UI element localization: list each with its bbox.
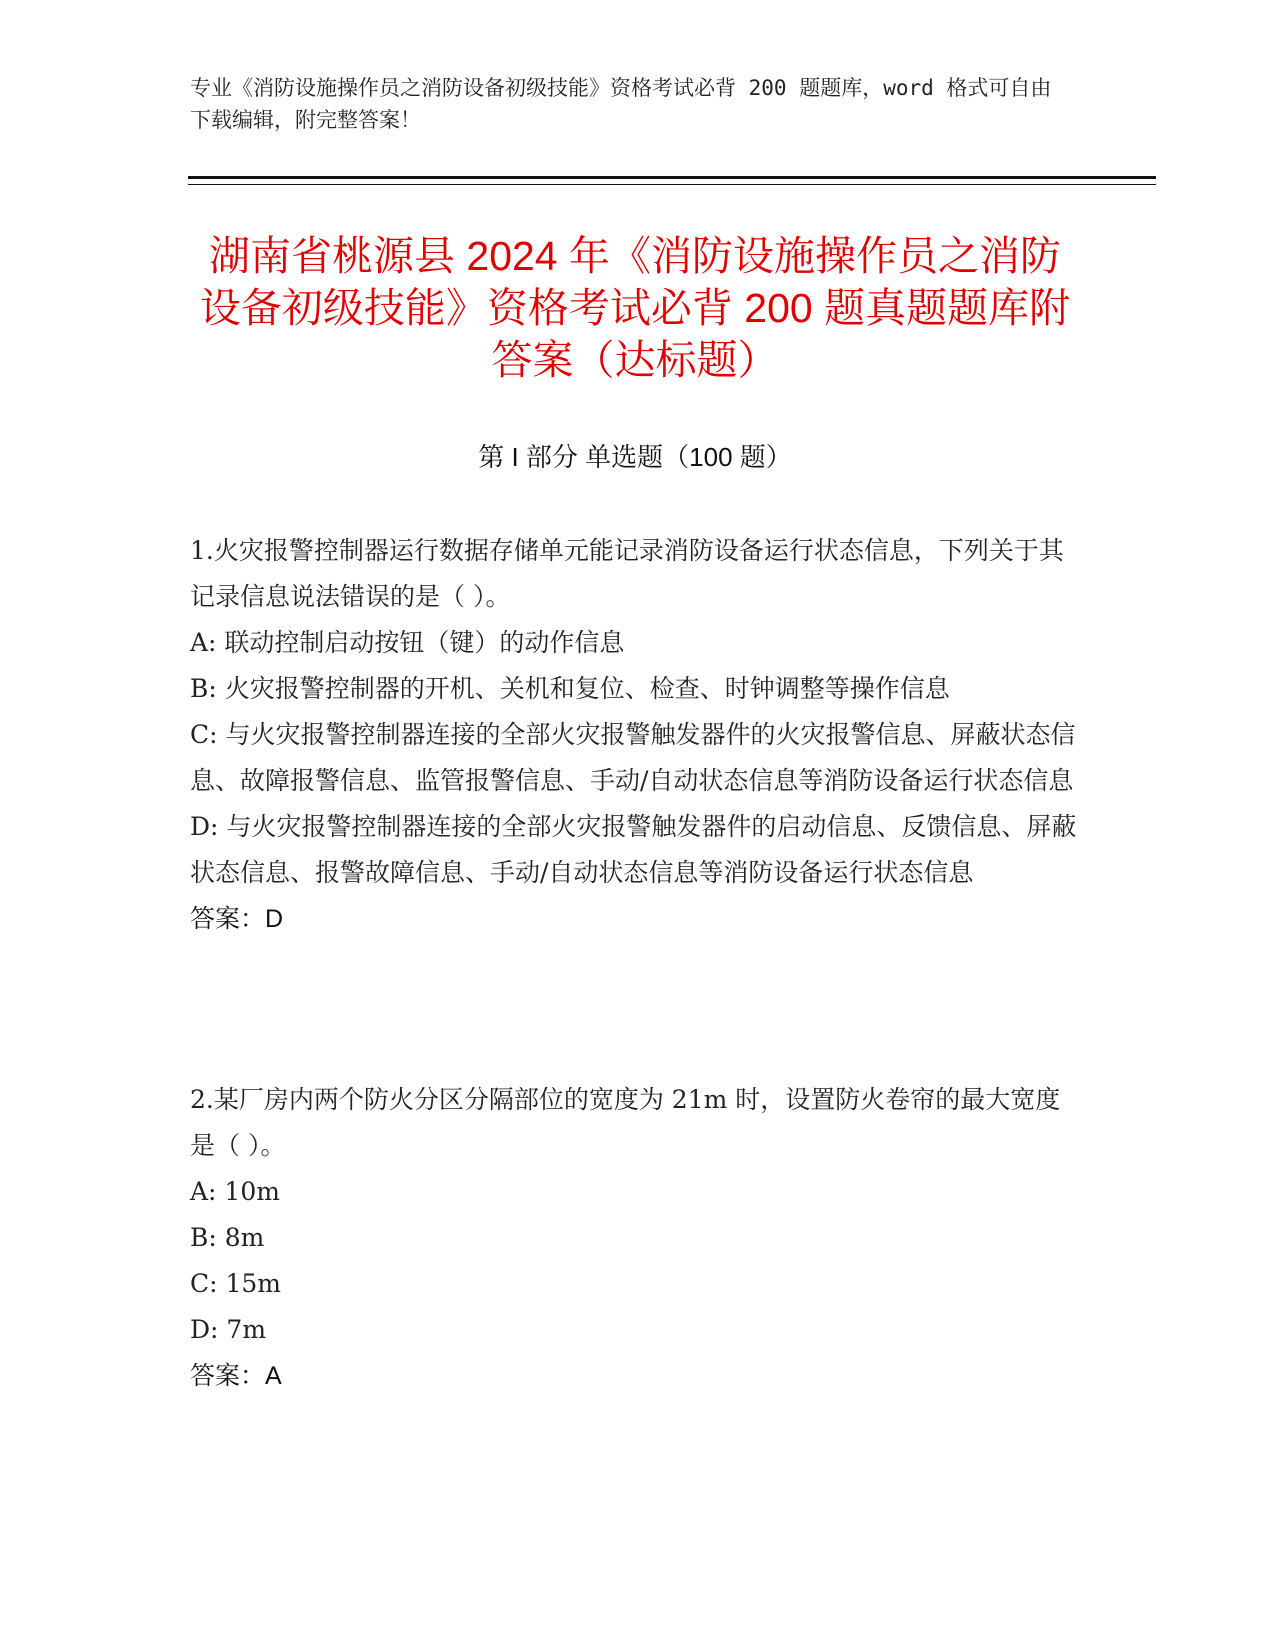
- option-b: B: 8m: [190, 1223, 265, 1252]
- option-b: B: 火灾报警控制器的开机、关机和复位、检查、时钟调整等操作信息: [190, 674, 950, 703]
- question-stem: 2.某厂房内两个防火分区分隔部位的宽度为 21m 时，设置防火卷帘的最大宽度是（ ）。: [190, 1085, 1061, 1160]
- question-2: [190, 1077, 1080, 1399]
- header-divider-thin: [188, 184, 1156, 185]
- header-note: 专业《消防设施操作员之消防设备初级技能》资格考试必背 200 题题库，word 格式可自由下载编辑，附完整答案！: [190, 76, 1052, 132]
- option-c: C: 15m: [190, 1269, 282, 1298]
- option-a: A: 10m: [190, 1177, 280, 1206]
- question-stem: 1.火灾报警控制器运行数据存储单元能记录消防设备运行状态信息，下列关于其记录信息说法错误的是（ ）。: [190, 536, 1064, 611]
- header-divider-thick: [188, 176, 1156, 179]
- document-title: 湖南省桃源县 2024 年《消防设施操作员之消防设备初级技能》资格考试必背 200 题真题题库附答案（达标题）: [199, 233, 1071, 383]
- option-d: D: 7m: [190, 1315, 267, 1344]
- option-c: C: 与火灾报警控制器连接的全部火灾报警触发器件的火灾报警信息、屏蔽状态信息、故障报警信息、监管报警信息、手动/自动状态信息等消防设备运行状态信息: [190, 720, 1076, 795]
- option-d: D: 与火灾报警控制器连接的全部火灾报警触发器件的启动信息、反馈信息、屏蔽状态信息、报警故障信息、手动/自动状态信息等消防设备运行状态信息: [190, 812, 1077, 887]
- answer-label: 答案：D: [190, 905, 284, 933]
- section-title: 第 I 部分 单选题（100 题）: [478, 442, 792, 472]
- answer-label: 答案：A: [190, 1362, 282, 1390]
- question-1: [190, 528, 1080, 942]
- option-a: A: 联动控制启动按钮（键）的动作信息: [190, 628, 625, 657]
